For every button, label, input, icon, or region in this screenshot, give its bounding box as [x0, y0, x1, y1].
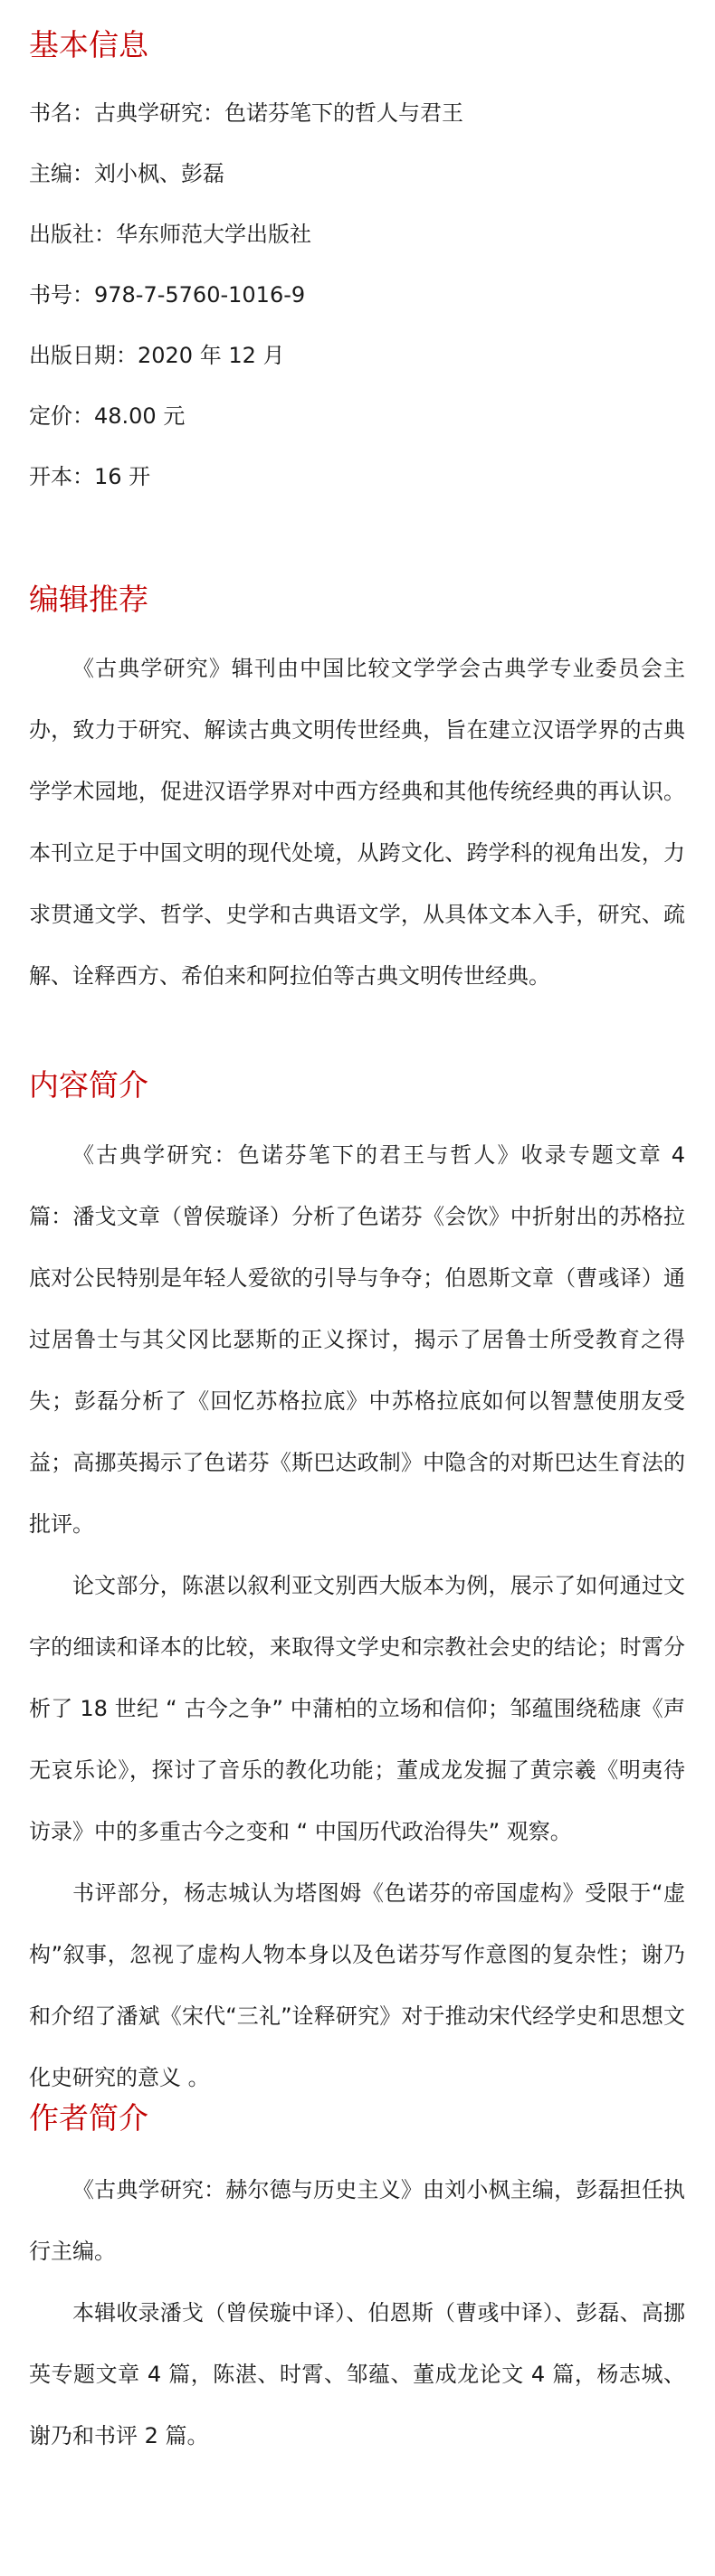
content-summary-paragraph: 《古典学研究：色诺芬笔下的君王与哲人》收录专题文章 4 篇：潘戈文章（曾侯璇译）分析了色诺芬《会饮》中折射出的苏格拉底对公民特别是年轻人爱欲的引导与争夺；伯恩斯文章（曹彧译）通过居鲁士与其父冈比瑟斯的正义探讨，揭示了居鲁士所受教育之得失；彭磊分析了《回忆苏格拉底》中苏格拉底如何以智慧使朋友受益；高挪英揭示了色诺芬《斯巴达政制》中隐含的对斯巴达生育法的批评。 [29, 1142, 685, 1537]
info-pub-date: 出版日期：2020 年 12 月 [29, 343, 285, 368]
info-price: 定价：48.00 元 [29, 403, 186, 429]
editor-recommendation-paragraph: 《古典学研究》辑刊由中国比较文学学会古典学专业委员会主办，致力于研究、解读古典文明传世经典，旨在建立汉语学界的古典学学术园地，促进汉语学界对中西方经典和其他传统经典的再认识。本刊立足于中国文明的现代处境，从跨文化、跨学科的视角出发，力求贯通文学、哲学、史学和古典语文学，从具体文本入手，研究、疏解、诠释西方、希伯来和阿拉伯等古典文明传世经典。 [29, 656, 685, 989]
info-editors: 主编：刘小枫、彭磊 [29, 161, 224, 186]
info-isbn: 书号：978-7-5760-1016-9 [29, 282, 306, 308]
author-intro-paragraph: 本辑收录潘戈（曾侯璇中译）、伯恩斯（曹彧中译）、彭磊、高挪英专题文章 4 篇，陈湛、时霄、邹蕴、董成龙论文 4 篇，杨志城、谢乃和书评 2 篇。 [29, 2300, 685, 2448]
content-summary-body [29, 1124, 685, 2108]
editor-recommendation-heading: 编辑推荐 [29, 582, 148, 617]
author-intro-body [29, 2159, 685, 2467]
content-summary-heading: 内容简介 [29, 1067, 148, 1103]
content-summary-paragraph: 书评部分，杨志城认为塔图姆《色诺芬的帝国虚构》受限于“虚构”叙事，忽视了虚构人物本身以及色诺芬写作意图的复杂性；谢乃和介绍了潘斌《宋代“三礼”诠释研究》对于推动宋代经学史和思想文化史研究的意义 。 [29, 1880, 685, 2090]
content-summary-paragraph: 论文部分，陈湛以叙利亚文别西大版本为例，展示了如何通过文字的细读和译本的比较，来取得文学史和宗教社会史的结论；时霄分析了 18 世纪 “ 古今之争” 中蒲柏的立场和信仰；邹蕴围绕嵇康《声无哀乐论》，探讨了音乐的教化功能；董成龙发掘了黄宗羲《明夷待访录》中的多重古今之变和 “ 中国历代政治得失” 观察。 [29, 1573, 685, 1844]
info-book-name: 书名：古典学研究：色诺芬笔下的哲人与君王 [29, 100, 463, 126]
editor-recommendation-body [29, 638, 685, 1007]
basic-info-heading: 基本信息 [29, 27, 148, 62]
info-format: 开本：16 开 [29, 464, 151, 489]
author-intro-paragraph: 《古典学研究：赫尔德与历史主义》由刘小枫主编，彭磊担任执行主编。 [29, 2177, 685, 2264]
info-publisher: 出版社：华东师范大学出版社 [29, 222, 311, 247]
author-intro-heading: 作者简介 [29, 2100, 148, 2136]
